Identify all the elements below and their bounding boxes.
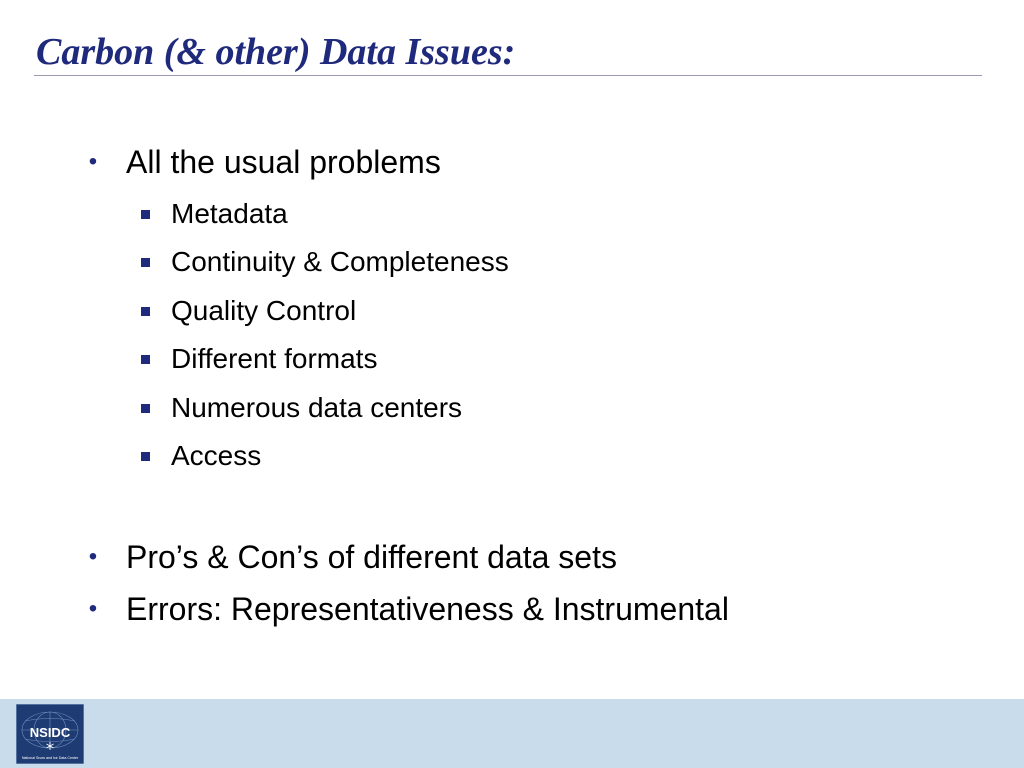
sub-bullet-text: Numerous data centers — [171, 392, 463, 423]
bullet-text: Pro’s & Con’s of different data sets — [126, 538, 617, 575]
sub-bullet-text: Continuity & Completeness — [171, 246, 509, 277]
logo-caption: National Snow and Ice Data Center — [21, 756, 79, 760]
bullet-dot: • — [88, 543, 98, 570]
title-divider — [34, 75, 982, 76]
sub-bullet-text: Access — [171, 440, 262, 471]
square-bullet-icon — [141, 210, 150, 219]
footer-band — [0, 699, 1024, 768]
bullet-dot: • — [88, 148, 98, 175]
sub-bullet-text: Different formats — [171, 343, 378, 374]
logo-acronym: NSIDC — [29, 725, 71, 740]
slide-title: Carbon (& other) Data Issues: — [36, 31, 516, 73]
nsidc-logo — [16, 704, 84, 764]
square-bullet-icon — [141, 452, 150, 461]
bullet-text: Errors: Representativeness & Instrumental — [126, 590, 729, 627]
sub-bullet-text: Metadata — [171, 198, 288, 229]
square-bullet-icon — [141, 404, 150, 413]
square-bullet-icon — [141, 355, 150, 364]
bullet-dot: • — [88, 595, 98, 622]
square-bullet-icon — [141, 307, 150, 316]
sub-bullet-text: Quality Control — [171, 295, 357, 326]
square-bullet-icon — [141, 258, 150, 267]
bullet-text: All the usual problems — [126, 143, 441, 180]
